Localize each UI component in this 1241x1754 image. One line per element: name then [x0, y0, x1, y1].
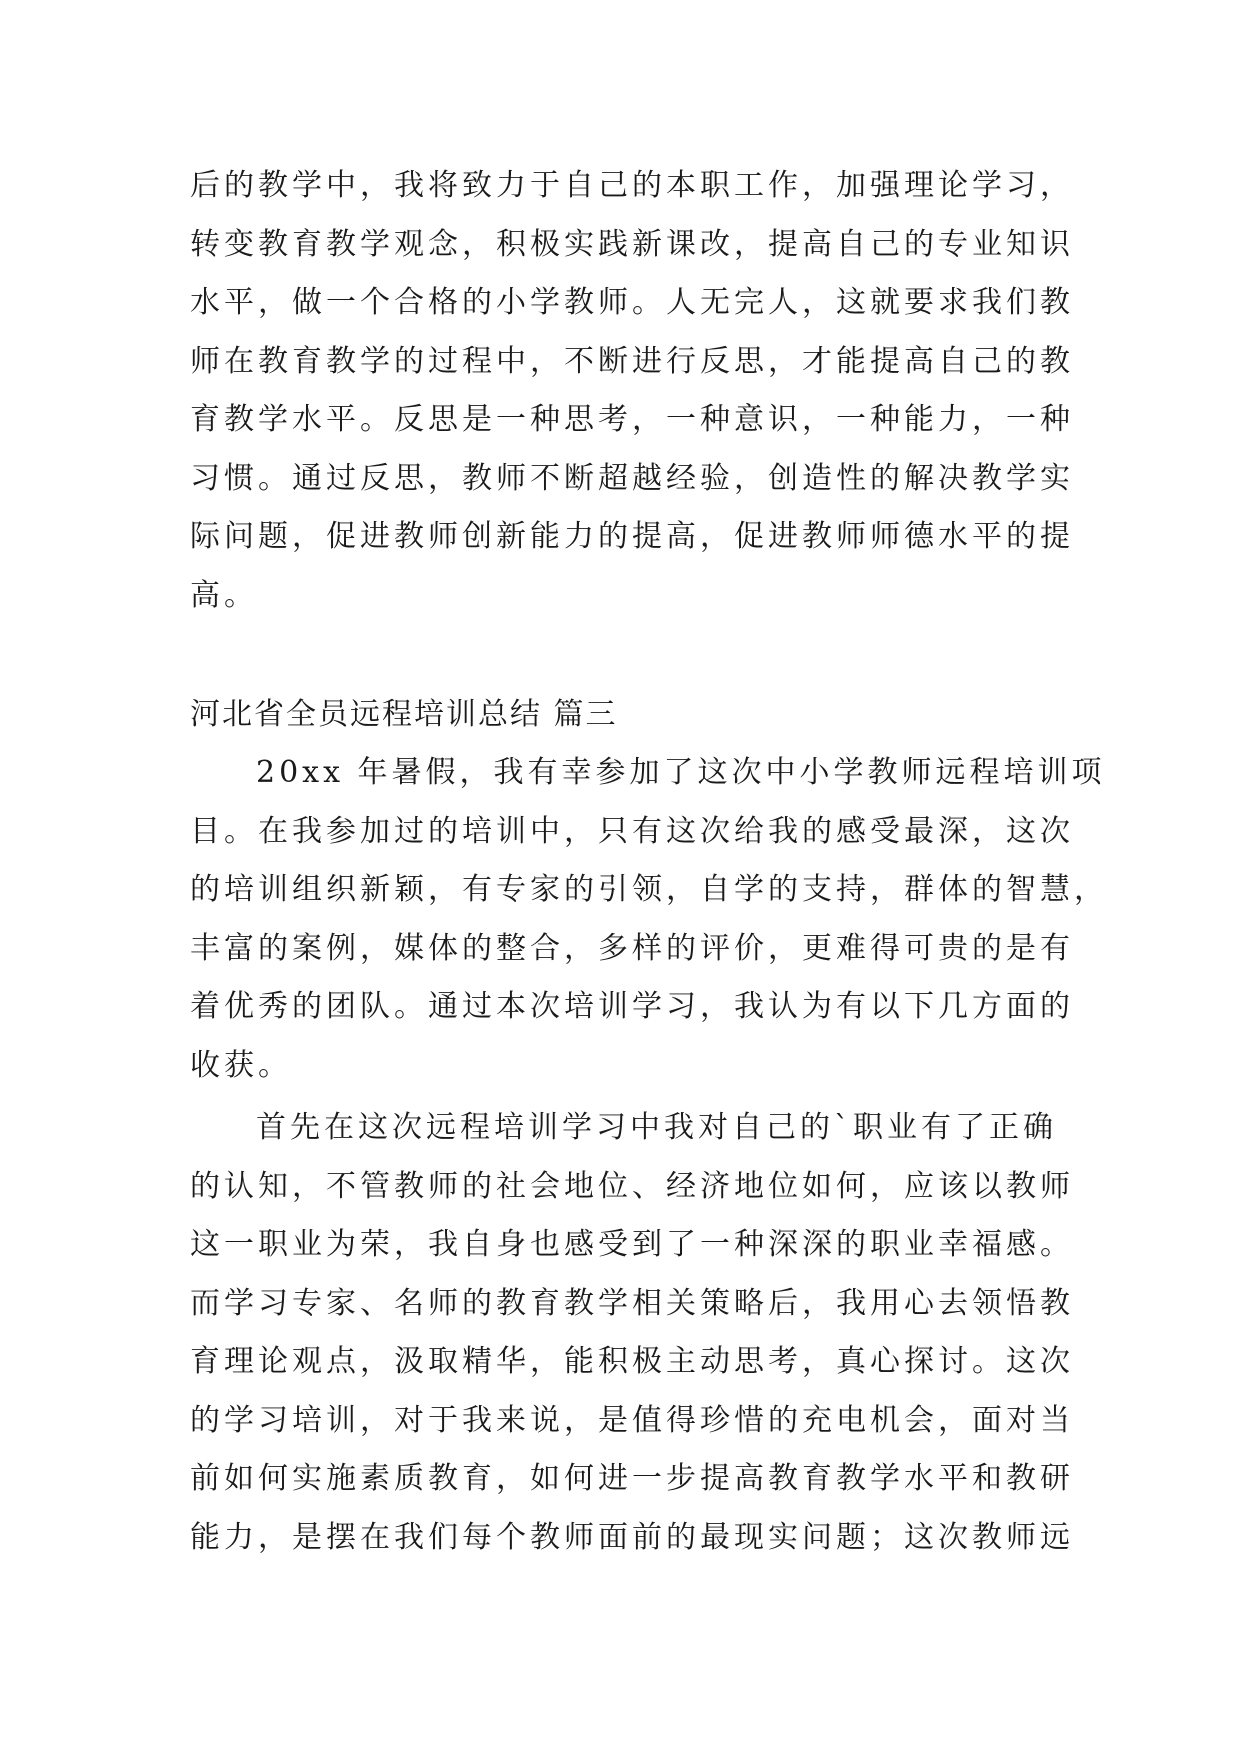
- text-line: 这一职业为荣，我自身也感受到了一种深深的职业幸福感。: [190, 1227, 1074, 1262]
- text-line: 育教学水平。反思是一种思考，一种意识，一种能力，一种: [190, 402, 1074, 437]
- text-line: 转变教育教学观念，积极实践新课改，提高自己的专业知识: [190, 226, 1074, 262]
- text-line: 20xx 年暑假，我有幸参加了这次中小学教师远程培训项: [256, 755, 1106, 790]
- text-line: 师在教育教学的过程中，不断进行反思，才能提高自己的教: [190, 343, 1074, 379]
- text-line: 后的教学中，我将致力于自己的本职工作，加强理论学习，: [190, 168, 1074, 203]
- section-title: 河北省全员远程培训总结 篇三: [190, 697, 618, 732]
- text-line: 前如何实施素质教育，如何进一步提高教育教学水平和教研: [190, 1461, 1074, 1496]
- text-line: 的培训组织新颖，有专家的引领，自学的支持，群体的智慧，: [190, 872, 1108, 907]
- text-line: 水平，做一个合格的小学教师。人无完人，这就要求我们教: [190, 285, 1074, 320]
- text-line: 高。: [190, 577, 258, 613]
- continued-paragraph: [190, 157, 1074, 625]
- text-line: 能力，是摆在我们每个教师面前的最现实问题；这次教师远: [190, 1519, 1074, 1555]
- paragraph-2: [190, 1099, 1074, 1567]
- text-line: 习惯。通过反思，教师不断超越经验，创造性的解决教学实: [190, 460, 1074, 496]
- text-line: 收获。: [190, 1047, 292, 1083]
- text-line: 的认知，不管教师的社会地位、经济地位如何，应该以教师: [190, 1168, 1074, 1204]
- paragraph-1: [190, 744, 1108, 1095]
- section-heading: [190, 686, 1070, 745]
- text-line: 育理论观点，汲取精华，能积极主动思考，真心探讨。这次: [190, 1344, 1074, 1379]
- text-line: 目。在我参加过的培训中，只有这次给我的感受最深，这次: [190, 813, 1074, 849]
- text-line: 着优秀的团队。通过本次培训学习，我认为有以下几方面的: [190, 989, 1074, 1024]
- text-line: 的学习培训，对于我来说，是值得珍惜的充电机会，面对当: [190, 1402, 1074, 1438]
- text-line: 而学习专家、名师的教育教学相关策略后，我用心去领悟教: [190, 1285, 1074, 1321]
- text-line: 丰富的案例，媒体的整合，多样的评价，更难得可贵的是有: [190, 930, 1074, 966]
- text-line: 首先在这次远程培训学习中我对自己的`职业有了正确: [256, 1110, 1057, 1145]
- text-line: 际问题，促进教师创新能力的提高，促进教师师德水平的提: [190, 519, 1074, 554]
